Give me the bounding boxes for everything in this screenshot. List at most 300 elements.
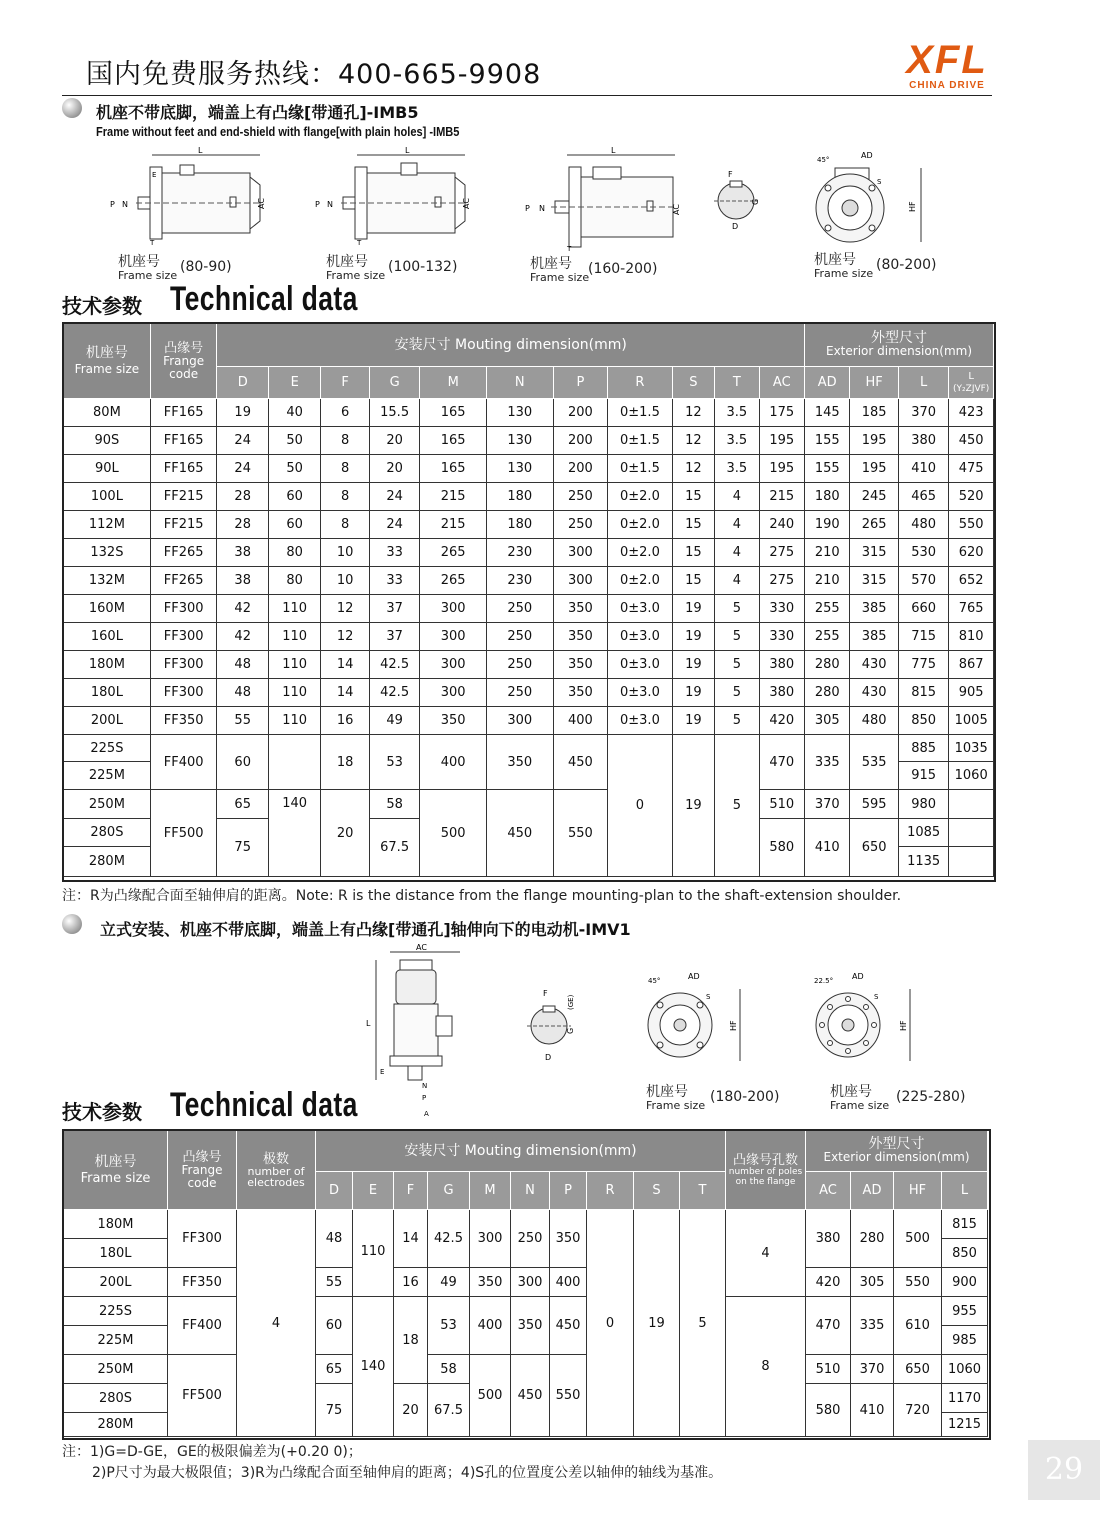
cell: 4 <box>237 1210 316 1437</box>
col-AD: AD <box>851 1172 894 1210</box>
cell: 335 <box>805 735 850 790</box>
cell: 250 <box>511 1210 550 1268</box>
cell: 19 <box>672 679 714 707</box>
svg-text:AC: AC <box>672 204 681 215</box>
cell: 42.5 <box>369 651 419 679</box>
header-mounting-dimension: 安装尺寸 Mouting dimension(mm) <box>217 324 805 367</box>
cell: 12 <box>672 427 714 455</box>
cell: 255 <box>805 595 850 623</box>
cell: 595 <box>850 790 898 819</box>
frame-cell: 225S <box>64 1297 168 1326</box>
cell: 250 <box>486 623 553 651</box>
cell: 3.5 <box>715 455 759 483</box>
section2-title: 立式安装、机座不带底脚，端盖上有凸缘[带通孔]轴伸向下的电动机-IMV1 <box>100 920 631 939</box>
header-frame-size: 机座号 Frame size <box>64 324 151 399</box>
cell: 38 <box>217 567 268 595</box>
svg-text:T: T <box>357 239 362 247</box>
cell: 250 <box>553 511 608 539</box>
figure-caption-225-280: 机座号 Frame size (225-280) <box>830 1084 966 1112</box>
cell: 1060 <box>949 762 994 790</box>
cell: 330 <box>759 595 804 623</box>
figure-caption-160-200: 机座号 Frame size (160-200) <box>530 256 658 284</box>
cell: 315 <box>850 567 898 595</box>
cell: 110 <box>268 623 321 651</box>
cell: 110 <box>353 1210 394 1297</box>
cell: 1005 <box>949 707 994 735</box>
cell: 15 <box>672 511 714 539</box>
cell: 0±3.0 <box>608 651 673 679</box>
svg-text:L: L <box>611 146 616 155</box>
cell: 200 <box>553 399 608 427</box>
cell: 18 <box>394 1297 428 1384</box>
cell: 500 <box>894 1210 942 1268</box>
cell: 350 <box>511 1297 550 1355</box>
cell: 110 <box>268 679 321 707</box>
cell: 24 <box>369 483 419 511</box>
table-row <box>64 455 994 483</box>
flange-cell: FF400 <box>168 1297 237 1355</box>
col-L-yzjvf: L (Y₂ZJVF) <box>949 367 994 399</box>
cell: 190 <box>805 511 850 539</box>
col-HF: HF <box>894 1172 942 1210</box>
cell: 5 <box>715 623 759 651</box>
cell: 480 <box>850 707 898 735</box>
table-row <box>64 707 994 735</box>
frame-cell: 90S <box>64 427 151 455</box>
cell: 450 <box>486 790 553 877</box>
cell: 0±2.0 <box>608 483 673 511</box>
table-row <box>64 511 994 539</box>
cell: 850 <box>942 1239 988 1268</box>
cell: 550 <box>553 790 608 877</box>
cell: 19 <box>672 595 714 623</box>
cell: 775 <box>898 651 948 679</box>
svg-text:L: L <box>405 146 410 155</box>
cell: 230 <box>486 567 553 595</box>
cell: 42.5 <box>428 1210 470 1268</box>
cell: 470 <box>806 1297 851 1355</box>
svg-text:T: T <box>567 245 572 253</box>
col-T: T <box>680 1172 726 1210</box>
cell: 165 <box>420 399 487 427</box>
cell: 265 <box>420 567 487 595</box>
svg-text:AC: AC <box>416 943 427 952</box>
cell: 38 <box>217 539 268 567</box>
cell: 715 <box>898 623 948 651</box>
cell: 255 <box>805 623 850 651</box>
cell: 5 <box>715 595 759 623</box>
svg-text:S: S <box>706 993 711 1001</box>
cell: FF300 <box>150 595 217 623</box>
motor-drawing-100-132 <box>305 145 485 255</box>
cell: 3.5 <box>715 399 759 427</box>
cell: 110 <box>268 707 321 735</box>
table-row <box>64 399 994 427</box>
cell: 300 <box>553 567 608 595</box>
cell: 210 <box>805 567 850 595</box>
table-row <box>64 539 994 567</box>
figure-caption-180-200: 机座号 Frame size (180-200) <box>646 1084 780 1112</box>
cell: 985 <box>942 1326 988 1355</box>
cell: 530 <box>898 539 948 567</box>
col-N: N <box>486 367 553 399</box>
cell: 385 <box>850 595 898 623</box>
cell: 885 <box>898 735 948 762</box>
cell: 5 <box>715 679 759 707</box>
table2-note-2: 2)P尺寸为最大极限值；3)R为凸缘配合面至轴伸肩的距离；4)S孔的位置度公差以轴伸的轴线为基准。 <box>92 1465 723 1481</box>
cell: 42 <box>217 623 268 651</box>
cell: 400 <box>550 1268 587 1297</box>
cell: 200 <box>553 427 608 455</box>
cell: 245 <box>850 483 898 511</box>
cell: 215 <box>420 483 487 511</box>
cell: 0±3.0 <box>608 623 673 651</box>
cell: 410 <box>898 455 948 483</box>
col-S: S <box>672 367 714 399</box>
col-D: D <box>316 1172 353 1210</box>
col-HF: HF <box>850 367 898 399</box>
cell: 250 <box>486 679 553 707</box>
table-row <box>64 651 994 679</box>
cell: 75 <box>217 819 268 877</box>
cell: 53 <box>428 1297 470 1355</box>
svg-text:N: N <box>539 204 545 213</box>
cell: 240 <box>759 511 804 539</box>
cell: 275 <box>759 567 804 595</box>
cell: 315 <box>850 539 898 567</box>
svg-text:AC: AC <box>462 198 471 209</box>
cell: 180 <box>805 483 850 511</box>
cell: 350 <box>553 679 608 707</box>
flange-drawing-225-280 <box>800 965 925 1075</box>
cell: 28 <box>217 483 268 511</box>
cell: 0±3.0 <box>608 707 673 735</box>
cell: 8 <box>321 511 369 539</box>
cell: 370 <box>851 1355 894 1384</box>
frame-cell: 112M <box>64 511 151 539</box>
col-R: R <box>608 367 673 399</box>
cell: 60 <box>268 483 321 511</box>
brand-logo <box>892 40 1002 91</box>
frame-cell: 100L <box>64 483 151 511</box>
svg-text:T: T <box>150 239 155 247</box>
cell: 815 <box>898 679 948 707</box>
motor-drawing-80-90 <box>100 145 280 255</box>
cell: FF265 <box>150 567 217 595</box>
cell: 450 <box>550 1297 587 1355</box>
svg-text:G: G <box>751 198 760 205</box>
cell: 16 <box>321 707 369 735</box>
col-E: E <box>353 1172 394 1210</box>
col-AC: AC <box>759 367 804 399</box>
col-M: M <box>420 367 487 399</box>
cell: FF215 <box>150 483 217 511</box>
col-N: N <box>511 1172 550 1210</box>
cell: 4 <box>726 1210 806 1297</box>
cell: 195 <box>759 455 804 483</box>
col-P: P <box>550 1172 587 1210</box>
col-D: D <box>217 367 268 399</box>
cell: 5 <box>715 735 759 877</box>
cell: 610 <box>894 1297 942 1355</box>
svg-text:(GE): (GE) <box>567 994 575 1010</box>
cell: 510 <box>806 1355 851 1384</box>
cell: 480 <box>898 511 948 539</box>
cell: 300 <box>420 623 487 651</box>
cell: 380 <box>806 1210 851 1268</box>
frame-cell: 180L <box>64 1239 168 1268</box>
cell: 0±3.0 <box>608 679 673 707</box>
cell: 265 <box>420 539 487 567</box>
frame-cell: 225M <box>64 1326 168 1355</box>
cell: 385 <box>850 623 898 651</box>
cell: 215 <box>759 483 804 511</box>
cell: 75 <box>316 1384 353 1437</box>
table1-title-cn: 技术参数 <box>62 294 142 318</box>
table-row <box>64 483 994 511</box>
header-exterior-dimension: 外型尺寸 Exterior dimension(mm) <box>806 1131 988 1172</box>
cell: 19 <box>672 623 714 651</box>
cell: 15 <box>672 539 714 567</box>
cell: 40 <box>268 399 321 427</box>
section1-title-en: Frame without feet and end-shield with flange[with plain holes] -IMB5 <box>96 124 460 139</box>
cell: 350 <box>470 1268 511 1297</box>
cell: 720 <box>894 1384 942 1437</box>
cell: FF265 <box>150 539 217 567</box>
cell <box>949 790 994 819</box>
cell: 500 <box>420 790 487 877</box>
cell: 0±2.0 <box>608 539 673 567</box>
cell: 280 <box>805 679 850 707</box>
cell: 5 <box>715 707 759 735</box>
figure-caption-80-90: 机座号 Frame size (80-90) <box>118 254 232 282</box>
frame-cell: 280S <box>64 819 151 847</box>
cell: 180 <box>486 483 553 511</box>
cell: 185 <box>850 399 898 427</box>
svg-text:D: D <box>732 222 739 231</box>
frame-cell: 280S <box>64 1384 168 1413</box>
logo-subtext: CHINA DRIVE <box>909 80 985 91</box>
frame-cell: 180M <box>64 651 151 679</box>
cell: 165 <box>420 427 487 455</box>
cell: 130 <box>486 455 553 483</box>
cell: 200 <box>553 455 608 483</box>
flange-drawing-180-200 <box>630 965 755 1075</box>
svg-text:L: L <box>198 146 203 155</box>
table2-note-1: 注：1)G=D-GE，GE的极限偏差为(+0.20 0)； <box>62 1444 362 1460</box>
cell: 145 <box>805 399 850 427</box>
section1-title-cn: 机座不带底脚，端盖上有凸缘[带通孔]-IMB5 <box>96 103 419 122</box>
col-F: F <box>394 1172 428 1210</box>
cell: 110 <box>268 595 321 623</box>
header-rule <box>62 95 992 96</box>
cell: 570 <box>898 567 948 595</box>
page-number: 29 <box>1028 1440 1100 1500</box>
cell: 550 <box>550 1355 587 1437</box>
cell: 195 <box>759 427 804 455</box>
cell: 300 <box>553 539 608 567</box>
header-mounting-dimension: 安装尺寸 Mouting dimension(mm) <box>316 1131 726 1172</box>
cell: 0±2.0 <box>608 567 673 595</box>
col-M: M <box>470 1172 511 1210</box>
cell: 55 <box>217 707 268 735</box>
cell: 5 <box>715 651 759 679</box>
frame-cell: 200L <box>64 707 151 735</box>
cell: 24 <box>369 511 419 539</box>
cell: 210 <box>805 539 850 567</box>
cell: 900 <box>942 1268 988 1297</box>
header-poles: 极数 number of electrodes <box>237 1131 316 1210</box>
cell: 350 <box>550 1210 587 1268</box>
cell: 67.5 <box>369 819 419 877</box>
cell: 410 <box>851 1384 894 1437</box>
cell <box>949 819 994 847</box>
cell: 450 <box>553 735 608 790</box>
cell: 37 <box>369 595 419 623</box>
cell: 8 <box>321 483 369 511</box>
figure-caption-100-132: 机座号 Frame size (100-132) <box>326 254 458 282</box>
cell: 4 <box>715 483 759 511</box>
cell: 280 <box>851 1210 894 1268</box>
cell: 350 <box>420 707 487 735</box>
cell: 470 <box>759 735 804 790</box>
col-AC: AC <box>806 1172 851 1210</box>
cell: 465 <box>898 483 948 511</box>
cell: 58 <box>369 790 419 819</box>
svg-text:S: S <box>877 178 882 186</box>
svg-text:AD: AD <box>852 972 864 981</box>
cell: 810 <box>949 623 994 651</box>
col-AD: AD <box>805 367 850 399</box>
frame-cell: 160M <box>64 595 151 623</box>
cell: 867 <box>949 651 994 679</box>
cell: 4 <box>715 567 759 595</box>
cell: 3.5 <box>715 427 759 455</box>
cell: 37 <box>369 623 419 651</box>
flange-cell: FF500 <box>150 790 217 877</box>
frame-cell: 280M <box>64 1413 168 1437</box>
cell: 550 <box>949 511 994 539</box>
cell: 850 <box>898 707 948 735</box>
cell: 215 <box>420 511 487 539</box>
cell: 140 <box>353 1297 394 1437</box>
svg-text:F: F <box>728 170 733 179</box>
svg-text:HF: HF <box>729 1020 738 1031</box>
cell: FF165 <box>150 399 217 427</box>
cell: 905 <box>949 679 994 707</box>
svg-text:E: E <box>380 1068 385 1076</box>
cell: 33 <box>369 567 419 595</box>
cell: 33 <box>369 539 419 567</box>
svg-text:N: N <box>422 1082 428 1090</box>
flange-cell: FF300 <box>168 1210 237 1268</box>
cell: 280 <box>805 651 850 679</box>
vertical-motor-drawing <box>360 940 470 1120</box>
cell: 305 <box>851 1268 894 1297</box>
cell: 5 <box>680 1210 726 1437</box>
svg-text:D: D <box>545 1053 552 1062</box>
frame-cell: 80M <box>64 399 151 427</box>
frame-cell: 180M <box>64 1210 168 1239</box>
cell: 67.5 <box>428 1384 470 1437</box>
cell: 0±1.5 <box>608 399 673 427</box>
cell: 1085 <box>898 819 948 847</box>
table-row <box>64 567 994 595</box>
cell: 4 <box>715 539 759 567</box>
cell: 350 <box>553 651 608 679</box>
flange-cell: FF350 <box>168 1268 237 1297</box>
frame-cell: 225M <box>64 762 151 790</box>
svg-text:22.5°: 22.5° <box>814 977 834 985</box>
cell: 380 <box>759 679 804 707</box>
svg-text:E: E <box>152 171 157 179</box>
cell: 8 <box>321 455 369 483</box>
cell: 1035 <box>949 735 994 762</box>
cell: 49 <box>369 707 419 735</box>
col-F: F <box>321 367 369 399</box>
logo-text: XFL <box>906 38 988 82</box>
cell: FF300 <box>150 651 217 679</box>
flange-cell: FF400 <box>150 735 217 790</box>
svg-text:AC: AC <box>257 198 266 209</box>
cell: 14 <box>321 651 369 679</box>
cell: 660 <box>898 595 948 623</box>
col-L: L <box>942 1172 988 1210</box>
svg-text:45°: 45° <box>817 156 830 164</box>
frame-cell: 90L <box>64 455 151 483</box>
frame-cell: 200L <box>64 1268 168 1297</box>
cell: 60 <box>268 511 321 539</box>
svg-text:P: P <box>315 200 320 209</box>
cell: 14 <box>394 1210 428 1268</box>
table-row <box>64 427 994 455</box>
cell: 420 <box>806 1268 851 1297</box>
cell: 20 <box>394 1384 428 1437</box>
cell: 250 <box>553 483 608 511</box>
col-L: L <box>898 367 948 399</box>
cell: 980 <box>898 790 948 819</box>
cell: 65 <box>217 790 268 819</box>
cell: 430 <box>850 651 898 679</box>
cell: 195 <box>850 427 898 455</box>
cell: 370 <box>898 399 948 427</box>
cell: 80 <box>268 567 321 595</box>
cell: 19 <box>672 651 714 679</box>
cell: 24 <box>217 455 268 483</box>
cell: 19 <box>217 399 268 427</box>
cell: 380 <box>759 651 804 679</box>
cell: 370 <box>805 790 850 819</box>
cell: 0±2.0 <box>608 511 673 539</box>
cell <box>949 847 994 877</box>
cell: 12 <box>672 455 714 483</box>
cell: 16 <box>394 1268 428 1297</box>
svg-text:G: G <box>566 1027 575 1034</box>
cell: 180 <box>486 511 553 539</box>
cell: FF350 <box>150 707 217 735</box>
flange-cell: FF500 <box>168 1355 237 1437</box>
cell: 550 <box>894 1268 942 1297</box>
cell: 14 <box>321 679 369 707</box>
cell: 175 <box>759 399 804 427</box>
cell: 1215 <box>942 1413 988 1437</box>
table-row <box>64 623 994 651</box>
technical-data-table-imv1 <box>63 1130 988 1437</box>
cell: 53 <box>369 735 419 790</box>
cell: 580 <box>759 819 804 877</box>
cell: 475 <box>949 455 994 483</box>
table-row <box>64 595 994 623</box>
